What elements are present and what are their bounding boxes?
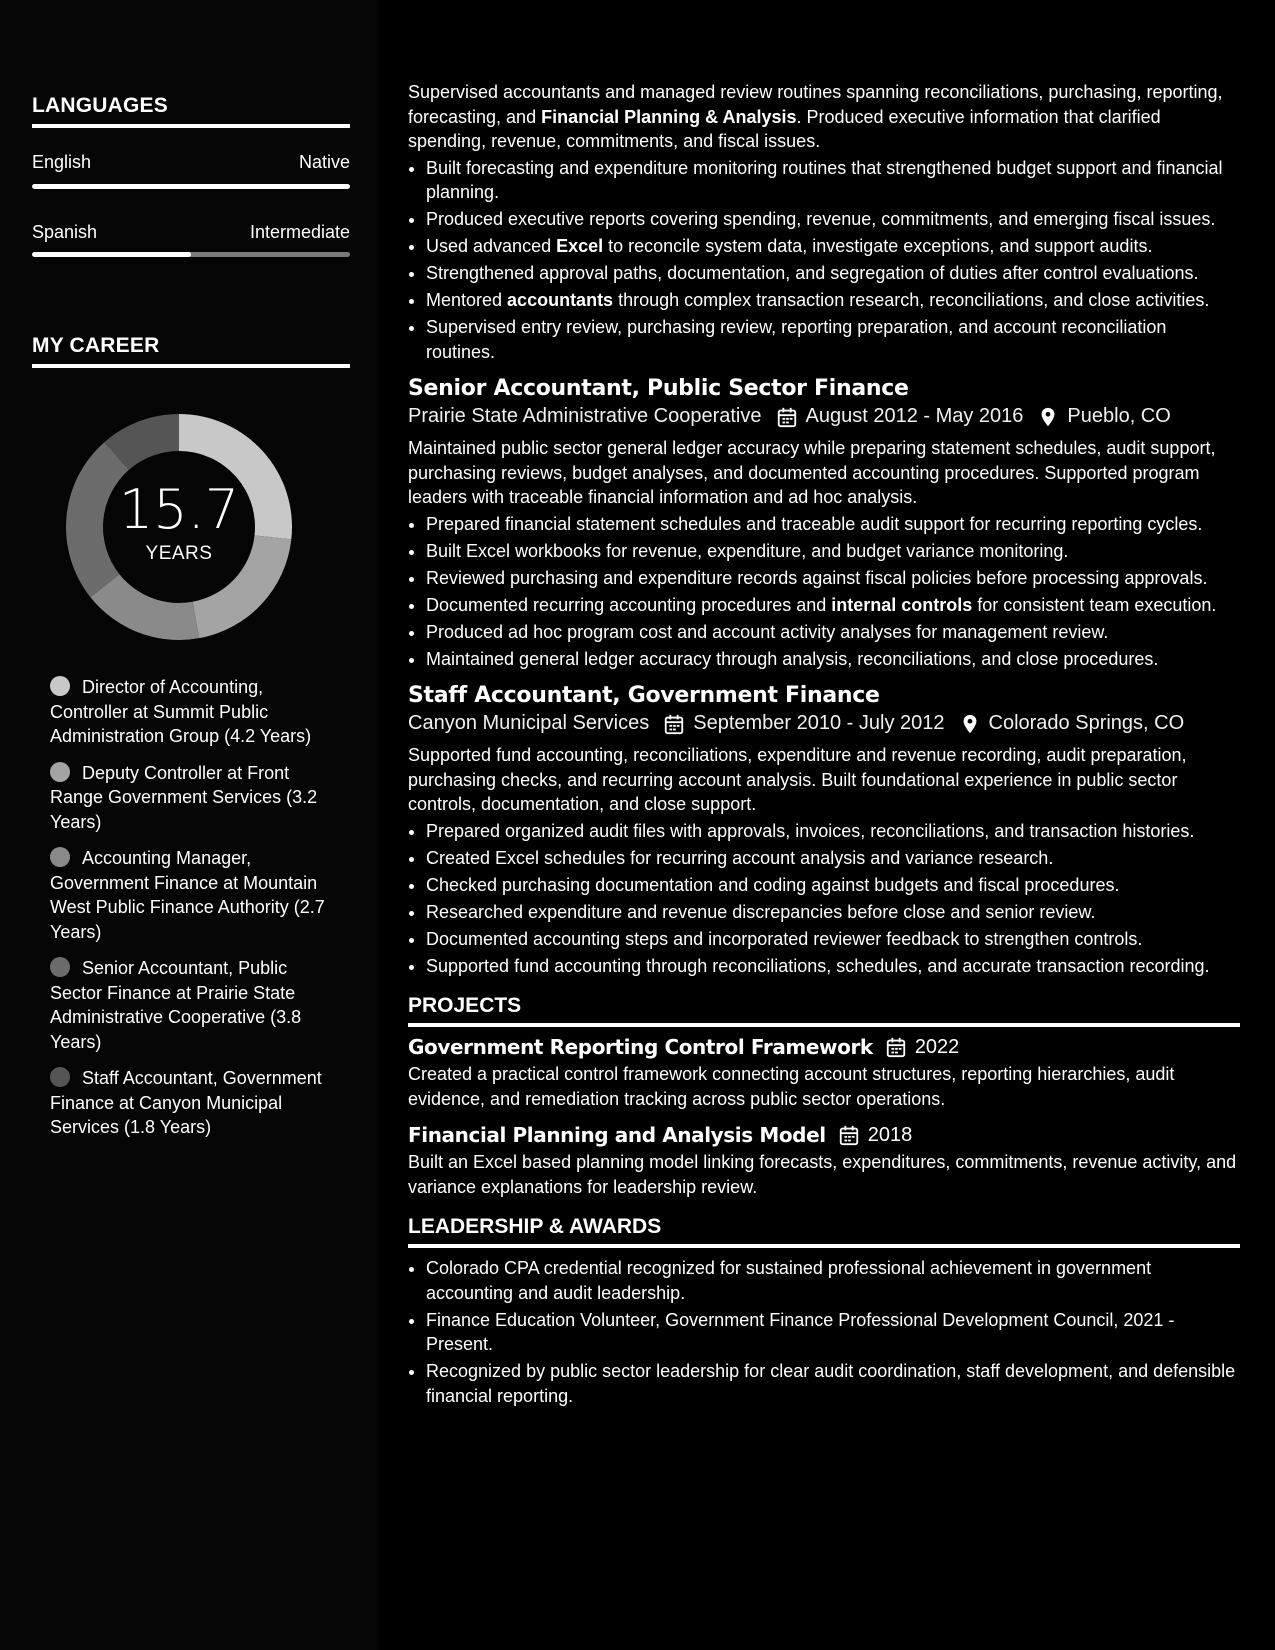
text: Used advanced (426, 236, 557, 256)
language-row (32, 152, 350, 173)
job-bullets (408, 819, 1240, 979)
bullet: • Researched expenditure and revenue discrepancies before close and senior review. (426, 900, 1240, 925)
job-title: Senior Accountant, Public Sector Finance (408, 376, 909, 401)
project (408, 1123, 1240, 1199)
project-header (408, 1123, 1240, 1147)
keyword: internal controls (831, 594, 973, 615)
project-description: Built an Excel based planning model linking forecasts, expenditures, commitments, revenue activity, and variance explanations for leadership review. (408, 1152, 1237, 1197)
legend-dot (50, 847, 70, 867)
text: for consistent team execution. (972, 594, 1217, 615)
language-proficiency-bar (32, 252, 350, 257)
sidebar (0, 0, 378, 1650)
projects-heading: PROJECTS (408, 994, 1240, 1027)
bullet: • Checked purchasing documentation and coding against budgets and fiscal procedures. (426, 873, 1240, 898)
calendar-icon (663, 713, 685, 735)
job-summary: Maintained public sector general ledger accuracy while preparing statement schedules, audit support, purchasing reviews, budget analyses, and documented accounting procedures. Supported program leaders with traceable financial information and ad hoc analysis. (408, 438, 1216, 507)
bullet: • Prepared organized audit files with approvals, invoices, reconciliations, and transaction histories. (426, 819, 1240, 844)
text: Documented recurring accounting procedures and (426, 594, 832, 615)
job-meta (408, 712, 1240, 735)
bullet (426, 288, 1240, 313)
bullet: • Supported fund accounting through reconciliations, schedules, and accurate transaction recording. (426, 954, 1240, 979)
job-dates: September 2010 - July 2012 (693, 712, 945, 734)
bullet: • Built forecasting and expenditure monitoring routines that strengthened budget support and financial planning. (426, 156, 1240, 205)
job-bullets (408, 156, 1240, 365)
text: to reconcile system data, investigate exceptions, and support audits. (603, 236, 1153, 256)
language-level: Native (298, 152, 350, 172)
career-total-value: 15.7 (118, 478, 240, 541)
language-name: Spanish (32, 222, 98, 242)
career-legend-item (50, 761, 340, 835)
calendar-icon (838, 1124, 860, 1146)
legend-dot (50, 762, 70, 782)
calendar-icon (776, 406, 798, 428)
legend-dot (50, 676, 70, 696)
career-donut-chart (66, 414, 292, 640)
job-meta (408, 405, 1240, 428)
bullet: • Prepared financial statement schedules and traceable audit support for recurring reporting cycles. (426, 512, 1240, 537)
bullet: • Supervised entry review, purchasing review, reporting preparation, and account reconciliation routines. (426, 315, 1240, 364)
bullet: • Documented accounting steps and incorporated reviewer feedback to strengthen controls. (426, 927, 1240, 952)
text: through complex transaction research, reconciliations, and close activities. (613, 290, 1210, 310)
bullet (426, 234, 1240, 259)
text: . Produced executive information that clarified spending, revenue, commitments, and fiscal issues. (408, 106, 1161, 151)
leadership-bullets (408, 1256, 1240, 1408)
bullet: • Reviewed purchasing and expenditure records against fiscal policies before processing approvals. (426, 566, 1240, 591)
map-pin-icon (1037, 406, 1059, 428)
project-title: Government Reporting Control Framework (408, 1035, 873, 1059)
bullet: • Recognized by public sector leadership for clear audit coordination, staff development, and defensible financial reporting. (426, 1359, 1240, 1408)
career-legend-label: Staff Accountant, Government Finance at Canyon Municipal Services (1.8 Years) (50, 1068, 322, 1137)
career-legend-item (50, 956, 340, 1054)
job-location: Pueblo, CO (1067, 405, 1171, 427)
calendar-icon (885, 1036, 907, 1058)
career-total-unit: YEARS (145, 543, 213, 564)
leadership-heading: LEADERSHIP & AWARDS (408, 1215, 1240, 1248)
keyword: Financial Planning & Analysis (541, 106, 797, 127)
career-legend-item (50, 675, 340, 749)
language-proficiency-bar (32, 184, 350, 189)
bullet: • Produced ad hoc program cost and account activity analyses for management review. (426, 620, 1240, 645)
bullet: • Strengthened approval paths, documentation, and segregation of duties after control evaluations. (426, 261, 1240, 286)
text: Mentored (426, 290, 508, 310)
project-year: 2022 (914, 1035, 960, 1058)
company-name: Canyon Municipal Services (408, 712, 650, 734)
career-total (66, 414, 292, 640)
job-bullets (408, 512, 1240, 672)
bullet: • Produced executive reports covering spending, revenue, commitments, and emerging fiscal issues. (426, 207, 1240, 232)
text: Supervised accountants and managed review routines spanning reconciliations, purchasing, reporting, forecasting, and (408, 82, 1223, 127)
keyword: accountants (507, 290, 614, 310)
job-title: Staff Accountant, Government Finance (408, 683, 880, 708)
project-header (408, 1035, 1240, 1059)
bullet: • Maintained general ledger accuracy through analysis, reconciliations, and close procedures. (426, 647, 1240, 672)
career-legend-item (50, 846, 340, 944)
legend-dot (50, 957, 70, 977)
project-year: 2018 (867, 1123, 913, 1146)
career-legend-label: Accounting Manager, Government Finance at Mountain West Public Finance Authority (2.7 Years) (50, 848, 325, 942)
job-summary (408, 80, 1240, 154)
project-description: Created a practical control framework connecting account structures, reporting hierarchies, audit evidence, and remediation tracking across public sector operations. (408, 1064, 1175, 1109)
language-proficiency-fill (32, 252, 191, 257)
project (408, 1035, 1240, 1111)
bullet: • Colorado CPA credential recognized for sustained professional achievement in government accounting and audit leadership. (426, 1256, 1240, 1305)
language-proficiency-fill (32, 184, 350, 189)
career-legend-label: Senior Accountant, Public Sector Finance at Prairie State Administrative Cooperative (3.8 Years) (50, 958, 302, 1052)
bullet: • Finance Education Volunteer, Government Finance Professional Development Council, 2021 - Present. (426, 1308, 1240, 1357)
job-dates: August 2012 - May 2016 (805, 405, 1024, 427)
language-row (32, 222, 350, 243)
career-legend-label: Director of Accounting, Controller at Summit Public Administration Group (4.2 Years) (50, 677, 312, 746)
career-legend-item (50, 1066, 340, 1140)
legend-dot (50, 1067, 70, 1087)
job-location: Colorado Springs, CO (988, 712, 1185, 734)
bullet (426, 593, 1240, 618)
job-summary: Supported fund accounting, reconciliations, expenditure and revenue recording, audit preparation, purchasing checks, and recurring account analysis. Built foundational experience in public sector controls, documentation, and close support. (408, 745, 1187, 814)
keyword: Excel (556, 236, 604, 256)
languages-heading: LANGUAGES (32, 94, 350, 128)
career-legend (50, 675, 340, 1152)
map-pin-icon (959, 713, 981, 735)
bullet: • Created Excel schedules for recurring account analysis and variance research. (426, 846, 1240, 871)
project-title: Financial Planning and Analysis Model (408, 1123, 826, 1147)
company-name: Prairie State Administrative Cooperative (408, 405, 762, 427)
bullet: • Built Excel workbooks for revenue, expenditure, and budget variance monitoring. (426, 539, 1240, 564)
main-content (408, 80, 1240, 1411)
career-heading: MY CAREER (32, 334, 350, 368)
career-legend-label: Deputy Controller at Front Range Government Services (3.2 Years) (50, 762, 318, 832)
language-level: Intermediate (249, 222, 350, 242)
language-name: English (32, 152, 92, 172)
